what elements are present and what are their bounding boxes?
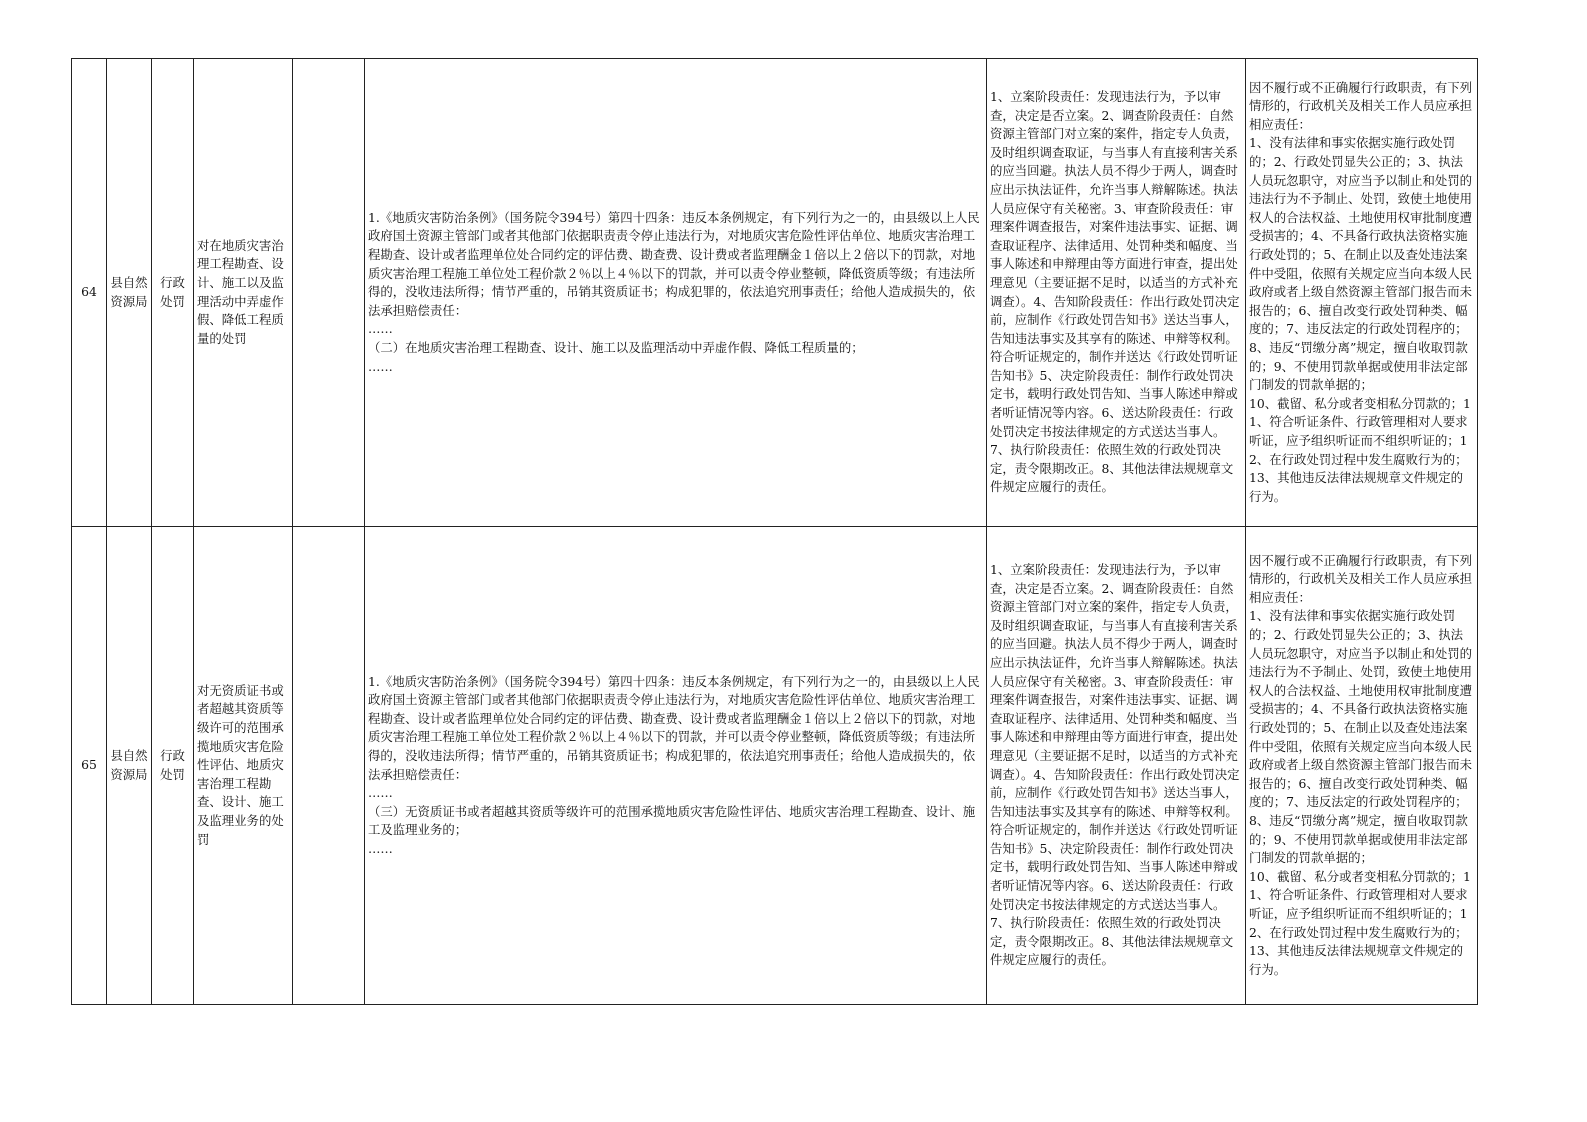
accountability-text: 因不履行或不正确履行行政职责，有下列情形的，行政机关及相关工作人员应承担相应责任： 1、没有法律和事实依据实施行政处罚的；2、行政处罚显失公正的；3、执法人员玩忽职守，对应当予以制止和处罚的违法行为不予制止、处罚，致使土地使用权人的合法权益、土地使用权审批制度遭受损害的；4、不具备行政执法资格实施行政处罚的；5、在制止以及查处违法案件中受阻，依照有关规定应当向本级人民政府或者上级自然资源主管部门报告而未报告的；6、擅自改变行政处罚种类、幅度的；7、违反法定的行政处罚程序的；8、违反“罚缴分离”规定，擅自收取罚款的；9、不使用罚款单据或使用非法定部门制发的罚款单据的； 10、截留、私分或者变相私分罚款的；11、符合听证条件、行政管理相对人要求听证，应予组织听证而不组织听证的；12、在行政处罚过程中发生腐败行为的；13、其他违反法律法规规章文件规定的行为。	[1249, 79, 1473, 504]
table-row	[72, 527, 1478, 1005]
power-item-name: 对无资质证书或者超越其资质等级许可的范围承揽地质灾害危险性评估、地质灾害治理工程勘查、设计、施工及监理业务的处罚	[194, 527, 293, 1005]
sub-item	[293, 59, 365, 527]
row-number: 65	[72, 527, 107, 1005]
accountability-text: 因不履行或不正确履行行政职责，有下列情形的，行政机关及相关工作人员应承担相应责任： 1、没有法律和事实依据实施行政处罚的；2、行政处罚显失公正的；3、执法人员玩忽职守，对应当予以制止和处罚的违法行为不予制止、处罚，致使土地使用权人的合法权益、土地使用权审批制度遭受损害的；4、不具备行政执法资格实施行政处罚的；5、在制止以及查处违法案件中受阻，依照有关规定应当向本级人民政府或者上级自然资源主管部门报告而未报告的；6、擅自改变行政处罚种类、幅度的；7、违反法定的行政处罚程序的；8、违反“罚缴分离”规定，擅自收取罚款的；9、不使用罚款单据或使用非法定部门制发的罚款单据的； 10、截留、私分或者变相私分罚款的；11、符合听证条件、行政管理相对人要求听证，应予组织听证而不组织听证的；12、在行政处罚过程中发生腐败行为的；13、其他违反法律法规规章文件规定的行为。	[1249, 552, 1473, 977]
legal-basis	[365, 59, 987, 527]
power-item-name: 对在地质灾害治理工程勘查、设计、施工以及监理活动中弄虚作假、降低工程质量的处罚	[194, 59, 293, 527]
legal-basis-clause: （二）在地质灾害治理工程勘查、设计、施工以及监理活动中弄虚作假、降低工程质量的；	[368, 339, 864, 355]
responsibility-items: 1、立案阶段责任：发现违法行为，予以审查，决定是否立案。2、调查阶段责任：自然资源主管部门对立案的案件，指定专人负责，及时组织调查取证，与当事人有直接利害关系的应当回避。执法人员不得少于两人，调查时应出示执法证件，允许当事人辩解陈述。执法人员应保守有关秘密。3、审查阶段责任：审理案件调查报告，对案件违法事实、证据、调查取证程序、法律适用、处罚种类和幅度、当事人陈述和申辩理由等方面进行审查，提出处理意见（主要证据不足时，以适当的方式补充调查）。4、告知阶段责任：作出行政处罚决定前，应制作《行政处罚告知书》送达当事人，告知违法事实及其享有的陈述、申辩等权利。符合听证规定的，制作并送达《行政处罚听证告知书》5、决定阶段责任：制作行政处罚决定书，载明行政处罚告知、当事人陈述申辩或者听证情况等内容。6、送达阶段责任：行政处罚决定书按法律规定的方式送达当事人。7、执行阶段责任：依照生效的行政处罚决定，责令限期改正。8、其他法律法规规章文件规定应履行的责任。	[987, 59, 1246, 527]
sub-item	[293, 527, 365, 1005]
power-list-table	[71, 58, 1478, 1005]
responsibility-items: 1、立案阶段责任：发现违法行为，予以审查，决定是否立案。2、调查阶段责任：自然资源主管部门对立案的案件，指定专人负责，及时组织调查取证，与当事人有直接利害关系的应当回避。执法人员不得少于两人，调查时应出示执法证件，允许当事人辩解陈述。执法人员应保守有关秘密。3、审查阶段责任：审理案件调查报告，对案件违法事实、证据、调查取证程序、法律适用、处罚种类和幅度、当事人陈述和申辩理由等方面进行审查，提出处理意见（主要证据不足时，以适当的方式补充调查）。4、告知阶段责任：作出行政处罚决定前，应制作《行政处罚告知书》送达当事人，告知违法事实及其享有的陈述、申辩等权利。符合听证规定的，制作并送达《行政处罚听证告知书》5、决定阶段责任：制作行政处罚决定书，载明行政处罚告知、当事人陈述申辩或者听证情况等内容。6、送达阶段责任：行政处罚决定书按法律规定的方式送达当事人。7、执行阶段责任：依照生效的行政处罚决定，责令限期改正。8、其他法律法规规章文件规定应履行的责任。	[987, 527, 1246, 1005]
table-row	[72, 59, 1478, 527]
legal-basis-text: 1.《地质灾害防治条例》（国务院令394号）第四十四条：违反本条例规定，有下列行为之一的，由县级以上人民政府国土资源主管部门或者其他部门依据职责责令停止违法行为，对地质灾害危险性评估单位、地质灾害治理工程勘查、设计或者监理单位处合同约定的评估费、勘查费、设计费或者监理酬金１倍以上２倍以下的罚款，对地质灾害治理工程施工单位处工程价款２％以上４％以下的罚款，并可以责令停业整顿，降低资质等级；有违法所得的，没收违法所得；情节严重的，吊销其资质证书；构成犯罪的，依法追究刑事责任；给他人造成损失的，依法承担赔偿责任：	[368, 209, 980, 318]
row-number: 64	[72, 59, 107, 527]
ellipsis: ……	[368, 358, 393, 374]
power-type: 行政处罚	[152, 59, 194, 527]
ellipsis: ……	[368, 785, 393, 801]
implementing-department: 县自然资源局	[107, 527, 152, 1005]
power-type: 行政处罚	[152, 527, 194, 1005]
legal-basis-clause: （三）无资质证书或者超越其资质等级许可的范围承揽地质灾害危险性评估、地质灾害治理工程勘查、设计、施工及监理业务的；	[368, 803, 976, 838]
legal-basis-text: 1.《地质灾害防治条例》（国务院令394号）第四十四条：违反本条例规定，有下列行为之一的，由县级以上人民政府国土资源主管部门或者其他部门依据职责责令停止违法行为，对地质灾害危险性评估单位、地质灾害治理工程勘查、设计或者监理单位处合同约定的评估费、勘查费、设计费或者监理酬金１倍以上２倍以下的罚款，对地质灾害治理工程施工单位处工程价款２％以上４％以下的罚款，并可以责令停业整顿，降低资质等级；有违法所得的，没收违法所得；情节严重的，吊销其资质证书；构成犯罪的，依法追究刑事责任；给他人造成损失的，依法承担赔偿责任：	[368, 673, 980, 782]
ellipsis: ……	[368, 321, 393, 337]
legal-basis	[365, 527, 987, 1005]
ellipsis: ……	[368, 840, 393, 856]
implementing-department: 县自然资源局	[107, 59, 152, 527]
accountability-items	[1246, 527, 1478, 1005]
accountability-items	[1246, 59, 1478, 527]
